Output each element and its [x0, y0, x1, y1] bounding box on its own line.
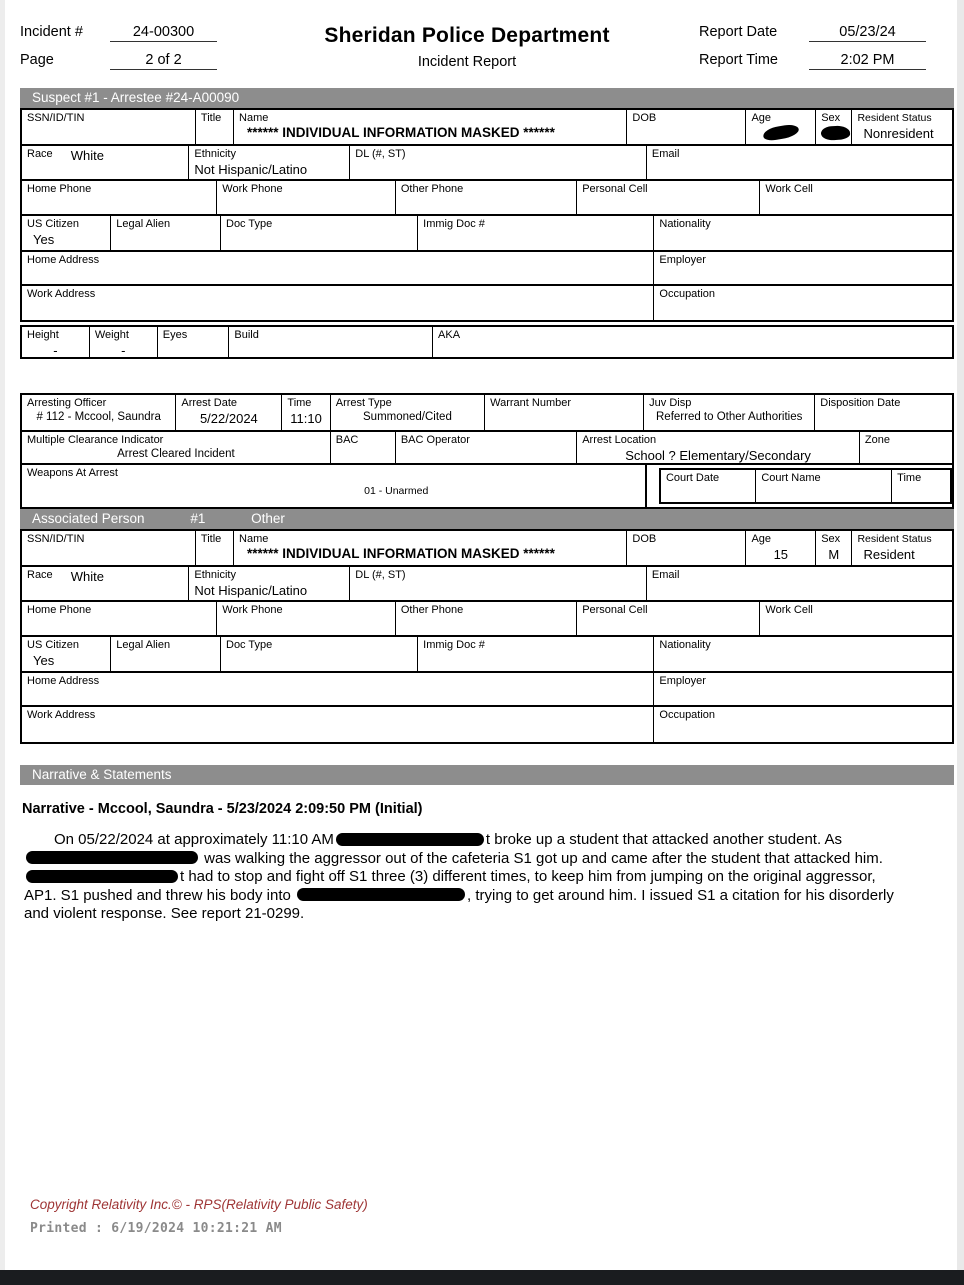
bac-cell — [331, 432, 396, 463]
field-label: Personal Cell — [582, 183, 648, 195]
field-value: # 112 - Mccool, Saundra — [36, 411, 161, 423]
field-label: Zone — [864, 434, 890, 446]
redaction-bar — [297, 888, 465, 901]
associated-immig-doc-cell — [418, 637, 654, 671]
field-label: BAC Operator — [400, 434, 470, 446]
field-label: Sex — [821, 112, 841, 124]
suspect-height-cell — [22, 327, 90, 357]
report-time-row — [699, 52, 954, 70]
field-value: Not Hispanic/Latino — [194, 162, 308, 177]
field-value: - — [53, 343, 58, 357]
associated-section-title: Associated Person — [32, 511, 145, 526]
suspect-work-cell-cell — [760, 181, 952, 214]
report-date-value: 05/23/24 — [809, 24, 926, 42]
field-label: Email — [651, 148, 680, 160]
field-label: Weapons At Arrest — [27, 467, 118, 479]
associated-person-number: #1 — [190, 511, 206, 526]
suspect-immig-doc-cell — [418, 216, 654, 250]
field-value: M — [828, 547, 840, 562]
narrative-section-header — [20, 765, 954, 785]
field-label: DL (#, ST) — [355, 148, 406, 160]
table-row — [22, 602, 952, 637]
associated-name-cell — [234, 531, 627, 565]
field-label: Court Name — [761, 472, 821, 484]
associated-title-cell — [196, 531, 234, 565]
field-value: - — [121, 343, 126, 357]
court-name-cell — [756, 470, 892, 502]
field-value: Referred to Other Authorities — [656, 411, 803, 423]
associated-us-citizen-cell — [22, 637, 111, 671]
suspect-title-cell — [196, 110, 234, 144]
associated-home-address-cell — [22, 673, 654, 705]
field-label: SSN/ID/TIN — [27, 112, 85, 124]
associated-legal-alien-cell — [111, 637, 221, 671]
juv-disp-cell — [644, 395, 815, 430]
suspect-sex-cell — [816, 110, 852, 144]
suspect-table — [20, 108, 954, 322]
incident-number-label: Incident # — [20, 24, 83, 40]
suspect-section-header — [20, 88, 954, 108]
suspect-nationality-cell — [654, 216, 952, 250]
page-number-value: 2 of 2 — [110, 52, 217, 70]
suspect-ethnicity-cell — [189, 146, 350, 179]
field-label: Occupation — [659, 709, 716, 721]
field-label: Eyes — [162, 329, 188, 341]
field-label: Name — [239, 533, 269, 545]
suspect-name-cell — [234, 110, 627, 144]
field-label: Nationality — [659, 218, 711, 230]
page-number-row — [20, 52, 235, 70]
field-label: Work Cell — [765, 183, 813, 195]
field-label: Disposition Date — [820, 397, 901, 409]
report-date-label: Report Date — [699, 24, 778, 40]
associated-work-cell-cell — [760, 602, 952, 635]
field-value: 15 — [773, 547, 789, 562]
suspect-employer-cell — [654, 252, 952, 284]
header-left — [20, 24, 235, 80]
table-row — [22, 146, 952, 181]
field-label: Title — [200, 533, 222, 545]
suspect-section-title: Suspect #1 - Arrestee #24-A00090 — [32, 90, 240, 105]
field-label: Employer — [659, 254, 706, 266]
department-title: Sheridan Police Department — [324, 24, 610, 47]
associated-sex-cell — [816, 531, 852, 565]
field-value: Summoned/Cited — [363, 411, 452, 423]
field-label: Sex — [821, 533, 841, 545]
field-label: Weight — [94, 329, 129, 341]
field-label: Home Phone — [27, 604, 92, 616]
field-value: 01 - Unarmed — [364, 485, 429, 497]
field-label: Employer — [659, 675, 706, 687]
associated-table — [20, 529, 954, 744]
associated-race-cell — [22, 567, 189, 600]
associated-dl-cell — [350, 567, 647, 600]
table-row — [22, 707, 952, 742]
field-value: White — [70, 569, 104, 584]
field-label: Arrest Type — [335, 397, 392, 409]
arrest-date-cell — [176, 395, 282, 430]
associated-person-type: Other — [251, 511, 285, 526]
table-row — [22, 395, 952, 432]
suspect-doc-type-cell — [221, 216, 418, 250]
field-label: DL (#, ST) — [355, 569, 406, 581]
field-label: SSN/ID/TIN — [27, 533, 85, 545]
suspect-ssn-cell — [22, 110, 196, 144]
disposition-date-cell — [815, 395, 952, 430]
redaction-bar — [336, 833, 484, 846]
narrative-paragraph: On 05/22/2024 at approximately 11:10 AM t broke up a student that attacked another student. As was walking the aggressor out of the cafeteria S1 got up and came after the student that attacked him. t had to stop and fight off S1 three (3) different times, to keep him from jumping on the original aggressor, AP1. S1 pushed and threw his body into , trying to get around him. I issued S1 a citation for his disorderly and violent response. See report 21-0299. — [24, 831, 894, 923]
field-value: White — [70, 148, 104, 163]
associated-dob-cell — [627, 531, 746, 565]
redaction-bar — [26, 851, 198, 864]
field-label: Title — [200, 112, 222, 124]
field-label: Immig Doc # — [423, 218, 485, 230]
field-label: Immig Doc # — [423, 639, 485, 651]
field-label: Personal Cell — [582, 604, 648, 616]
field-label: Resident Status — [857, 533, 932, 545]
report-time-label: Report Time — [699, 52, 778, 68]
masked-name-value: ****** INDIVIDUAL INFORMATION MASKED ****** — [247, 125, 555, 140]
field-label: Work Cell — [765, 604, 813, 616]
field-label: Build — [234, 329, 259, 341]
field-label: Court Date — [665, 472, 720, 484]
suspect-age-cell — [746, 110, 816, 144]
arrest-time-cell — [282, 395, 330, 430]
field-label: DOB — [632, 112, 657, 124]
associated-home-phone-cell — [22, 602, 217, 635]
associated-ssn-cell — [22, 531, 196, 565]
associated-section-header — [20, 509, 954, 529]
warrant-number-cell — [485, 395, 644, 430]
field-value: School ? Elementary/Secondary — [625, 448, 811, 463]
suspect-occupation-cell — [654, 286, 952, 320]
court-group — [659, 468, 952, 504]
suspect-resident-cell — [852, 110, 952, 144]
associated-occupation-cell — [654, 707, 952, 742]
field-label: Ethnicity — [194, 148, 236, 160]
suspect-home-address-cell — [22, 252, 654, 284]
associated-resident-cell — [852, 531, 952, 565]
table-row — [22, 181, 952, 216]
redaction-scribble — [762, 123, 800, 141]
suspect-weight-cell — [90, 327, 158, 357]
suspect-race-cell — [22, 146, 189, 179]
redaction-bar — [26, 870, 178, 883]
field-label: Home Phone — [27, 183, 92, 195]
printed-timestamp: Printed : 6/19/2024 10:21:21 AM — [30, 1221, 282, 1236]
narrative-section-title: Narrative & Statements — [32, 767, 172, 782]
suspect-personal-cell-cell — [577, 181, 760, 214]
field-value: Nonresident — [863, 126, 934, 141]
table-row — [22, 252, 952, 286]
report-time-value: 2:02 PM — [809, 52, 926, 70]
associated-ethnicity-cell — [189, 567, 350, 600]
suspect-legal-alien-cell — [111, 216, 221, 250]
narrative-heading: Narrative - Mccool, Saundra - 5/23/2024 2:09:50 PM (Initial) — [22, 801, 423, 817]
field-label: US Citizen — [27, 218, 79, 230]
zone-cell — [860, 432, 952, 463]
table-row — [22, 432, 952, 465]
associated-doc-type-cell — [221, 637, 418, 671]
field-label: Ethnicity — [194, 569, 236, 581]
table-row — [22, 465, 952, 507]
associated-personal-cell-cell — [577, 602, 760, 635]
header-right — [699, 24, 954, 80]
field-label: Work Address — [27, 288, 96, 300]
field-label: Doc Type — [226, 218, 273, 230]
field-label: Time — [897, 472, 922, 484]
field-label: Age — [751, 533, 772, 545]
multiple-clearance-cell — [22, 432, 331, 463]
associated-nationality-cell — [654, 637, 952, 671]
field-label: Home Address — [27, 254, 100, 266]
table-row — [22, 286, 952, 320]
field-label: Email — [651, 569, 680, 581]
arrest-location-cell — [577, 432, 860, 463]
table-row — [22, 531, 952, 567]
associated-work-phone-cell — [217, 602, 396, 635]
associated-age-cell — [746, 531, 816, 565]
field-value: Arrest Cleared Incident — [117, 448, 235, 460]
field-label: Legal Alien — [116, 639, 171, 651]
field-label: Work Address — [27, 709, 96, 721]
table-row — [22, 327, 952, 357]
suspect-other-phone-cell — [396, 181, 577, 214]
field-label: Resident Status — [857, 112, 932, 124]
field-label: Doc Type — [226, 639, 273, 651]
bac-operator-cell — [396, 432, 577, 463]
copyright-line: Copyright Relativity Inc.© - RPS(Relativity Public Safety) — [30, 1197, 368, 1212]
field-label: Arrest Date — [181, 397, 238, 409]
page-number-label: Page — [20, 52, 54, 68]
redaction-scribble — [821, 125, 851, 141]
field-label: Nationality — [659, 639, 711, 651]
table-row — [22, 216, 952, 252]
incident-number-value: 24-00300 — [110, 24, 217, 42]
report-subtitle: Incident Report — [417, 54, 517, 70]
field-label: DOB — [632, 533, 657, 545]
field-label: Name — [239, 112, 269, 124]
arresting-officer-cell — [22, 395, 176, 430]
field-label: Occupation — [659, 288, 716, 300]
arrest-table — [20, 393, 954, 509]
table-row — [22, 567, 952, 602]
field-label: Time — [287, 397, 312, 409]
table-row — [22, 673, 952, 707]
suspect-home-phone-cell — [22, 181, 217, 214]
suspect-work-phone-cell — [217, 181, 396, 214]
associated-work-address-cell — [22, 707, 654, 742]
suspect-work-address-cell — [22, 286, 654, 320]
table-row — [22, 110, 952, 146]
masked-name-value: ****** INDIVIDUAL INFORMATION MASKED ****** — [247, 546, 555, 561]
report-footer — [30, 1197, 368, 1236]
report-header — [20, 24, 954, 80]
page-edge-left — [0, 0, 5, 1271]
suspect-dl-cell — [350, 146, 647, 179]
associated-other-phone-cell — [396, 602, 577, 635]
associated-employer-cell — [654, 673, 952, 705]
court-time-cell — [892, 470, 950, 502]
suspect-email-cell — [647, 146, 952, 179]
field-label: BAC — [335, 434, 359, 446]
field-label: Age — [751, 112, 772, 124]
field-label: Home Address — [27, 675, 100, 687]
field-label: Height — [27, 329, 59, 341]
weapons-at-arrest-cell — [22, 465, 647, 507]
field-label: Multiple Clearance Indicator — [27, 434, 164, 446]
field-label: Arrest Location — [582, 434, 657, 446]
field-value: Yes — [33, 232, 55, 247]
report-content — [20, 24, 954, 924]
associated-email-cell — [647, 567, 952, 600]
arrest-type-cell — [331, 395, 485, 430]
field-value: 11:10 — [290, 411, 322, 426]
table-row — [22, 637, 952, 673]
bottom-bar — [0, 1270, 964, 1285]
incident-number-row — [20, 24, 235, 42]
suspect-physical-table — [20, 325, 954, 359]
field-label: Race — [27, 569, 53, 581]
court-date-cell — [661, 470, 756, 502]
field-label: Juv Disp — [649, 397, 692, 409]
report-date-row — [699, 24, 954, 42]
field-label: AKA — [438, 329, 461, 341]
field-label: Other Phone — [400, 183, 464, 195]
suspect-aka-cell — [433, 327, 952, 357]
field-value: Yes — [33, 653, 55, 668]
field-label: Arresting Officer — [27, 397, 107, 409]
field-label: US Citizen — [27, 639, 79, 651]
header-center — [235, 24, 699, 80]
page-edge-right — [957, 0, 964, 1271]
suspect-us-citizen-cell — [22, 216, 111, 250]
field-value: Resident — [863, 547, 915, 562]
field-label: Warrant Number — [490, 397, 572, 409]
field-label: Race — [27, 148, 53, 160]
field-label: Other Phone — [400, 604, 464, 616]
field-label: Legal Alien — [116, 218, 171, 230]
field-value: Not Hispanic/Latino — [194, 583, 308, 598]
field-value: 5/22/2024 — [199, 411, 258, 426]
suspect-build-cell — [229, 327, 433, 357]
suspect-dob-cell — [627, 110, 746, 144]
field-label: Work Phone — [222, 183, 283, 195]
field-label: Work Phone — [222, 604, 283, 616]
suspect-eyes-cell — [158, 327, 230, 357]
